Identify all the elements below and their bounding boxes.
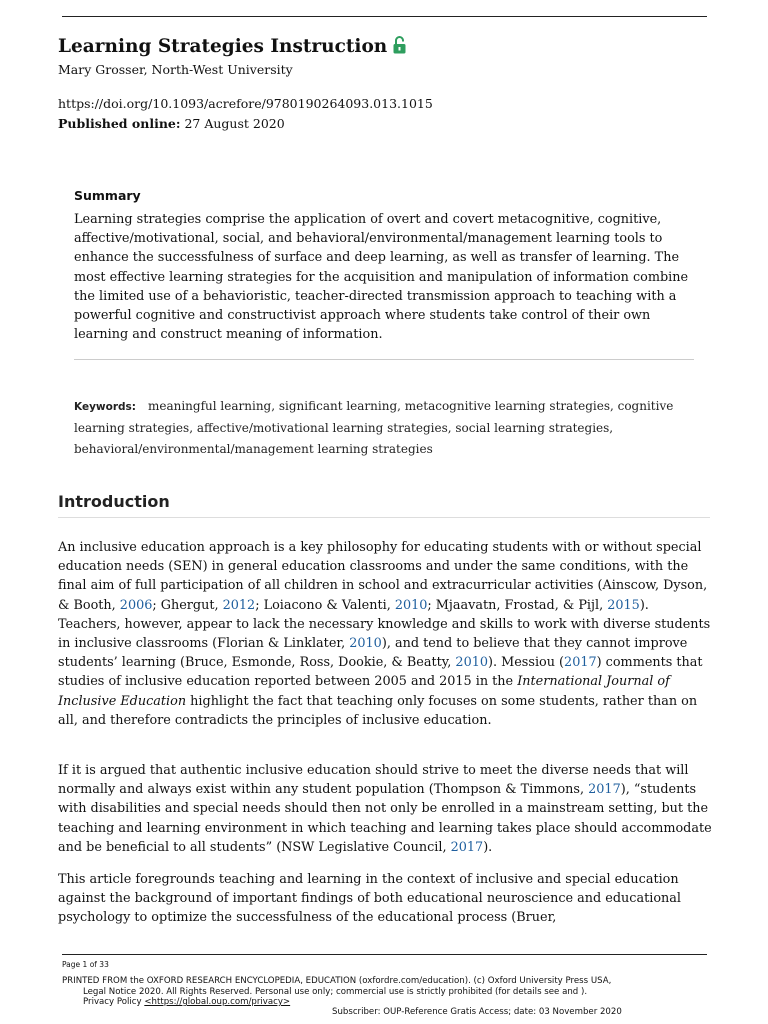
text-run: highlight the fact that teaching only focuses on some students, rather than on all, and therefore contradicts the principles of inclusive education. <box>58 693 698 728</box>
citation-link[interactable]: 2017 <box>564 655 597 671</box>
intro-paragraph-1 <box>58 538 714 730</box>
footer-rule <box>62 954 707 955</box>
intro-paragraph-3: This article foregrounds teaching and learning in the context of inclusive and special education against the background of important findings of both educational neuroscience and educational psychology to optimize the successfulness of the educational process (Bruer, <box>58 872 681 926</box>
citation-link[interactable]: 2010 <box>455 655 488 671</box>
open-access-lock-icon <box>393 36 406 59</box>
text-run: ; Loiacono & Valenti, <box>255 597 395 613</box>
published-label: Published online: <box>58 116 181 131</box>
text-run: If it is argued that authentic inclusive education should strive to meet the diverse needs that will normally and always exist within any student population (Thompson & Timmons, <box>58 763 689 798</box>
citation-link[interactable]: 2010 <box>394 597 428 613</box>
footer-print-notice: PRINTED FROM the OXFORD RESEARCH ENCYCLOPEDIA, EDUCATION (oxfordre.com/education). (c) Oxford University Press USA, <box>62 976 612 986</box>
journal-title: International Journal of Inclusive Education <box>58 674 670 709</box>
author-line: Mary Grosser, North-West University <box>58 62 293 77</box>
summary-divider <box>74 359 694 360</box>
intro-paragraph-2 <box>58 761 714 857</box>
citation-link[interactable]: 2017 <box>588 782 621 798</box>
text-run: ). <box>483 839 493 855</box>
published-date: 27 August 2020 <box>184 116 285 131</box>
summary-text: Learning strategies comprise the application of overt and covert metacognitive, cognitive, affective/motivational, social, and behavioral/environmental/management learning tools to enhance the successfulness of surface and deep learning, as well as transfer of learning. The most effective learning strategies for the acquisition and manipulation of information combine the limited use of a behavioristic, teacher-directed transmission approach to teaching with a powerful cognitive and constructivist approach where students take control of their own learning and construct meaning of information. <box>74 212 689 343</box>
top-rule <box>62 16 707 17</box>
privacy-policy-label[interactable]: Privacy Policy <box>83 997 145 1007</box>
article-title: Learning Strategies Instruction <box>58 36 388 57</box>
footer-privacy-policy <box>83 997 290 1007</box>
citation-link[interactable]: 2012 <box>222 597 256 613</box>
text-run: ; Ghergut, <box>152 597 223 613</box>
introduction-heading: Introduction <box>58 492 170 511</box>
footer-legal-notice[interactable]: Legal Notice 2020. All Rights Reserved. Personal use only; commercial use is strictly prohibited (for details see and ). <box>83 987 588 997</box>
text-run: An inclusive education approach is a key philosophy for educating students with or without special education needs (SEN) in general education classrooms and under the same conditions, with the final aim of full participation of all children in school and extracurricular activities (Ainscow, Dyson, & Booth, <box>58 540 708 613</box>
text-run: ; Mjaavatn, Frostad, & Pijl, <box>427 597 608 613</box>
page-number: Page 1 of 33 <box>62 960 109 969</box>
subscriber-line: Subscriber: OUP-Reference Gratis Access; date: 03 November 2020 <box>332 1007 622 1017</box>
published-online <box>58 116 285 131</box>
citation-link[interactable]: 2017 <box>450 839 484 855</box>
keywords-label: Keywords: <box>74 401 136 413</box>
keywords-block <box>74 396 699 460</box>
citation-link[interactable]: 2015 <box>607 597 640 613</box>
article-title-row <box>58 36 406 59</box>
text-run: ). Teachers, however, appear to lack the necessary knowledge and skills to work with diverse students in inclusive classrooms (Florian & Linklater, <box>58 597 711 652</box>
keywords-text: meaningful learning, significant learning, metacognitive learning strategies, cognitive learning strategies, affective/motivational learning strategies, social learning strategies, behavioral/environmental/management learning strategies <box>74 399 674 456</box>
introduction-divider <box>58 517 710 518</box>
citation-link[interactable]: 2006 <box>119 597 153 613</box>
text-run: ) comments that studies of inclusive education reported between 2005 and 2015 in the <box>58 655 703 690</box>
summary-heading: Summary <box>74 188 141 203</box>
doi-link[interactable]: https://doi.org/10.1093/acrefore/9780190264093.013.1015 <box>58 96 433 111</box>
privacy-policy-link[interactable]: <https://global.oup.com/privacy> <box>144 997 291 1007</box>
citation-link[interactable]: 2010 <box>349 636 382 652</box>
text-run: ). Messiou ( <box>488 655 565 671</box>
text-run: ), and tend to believe that they cannot improve students’ learning (Bruce, Esmonde, Ross, Dookie, & Beatty, <box>58 636 688 671</box>
text-run: ), “students with disabilities and special needs should then not only be enrolled in a mainstream setting, but the teaching and learning environment in which teaching and learning takes place should accommodate and be beneficial to all students” (NSW Legislative Council, <box>58 782 712 855</box>
